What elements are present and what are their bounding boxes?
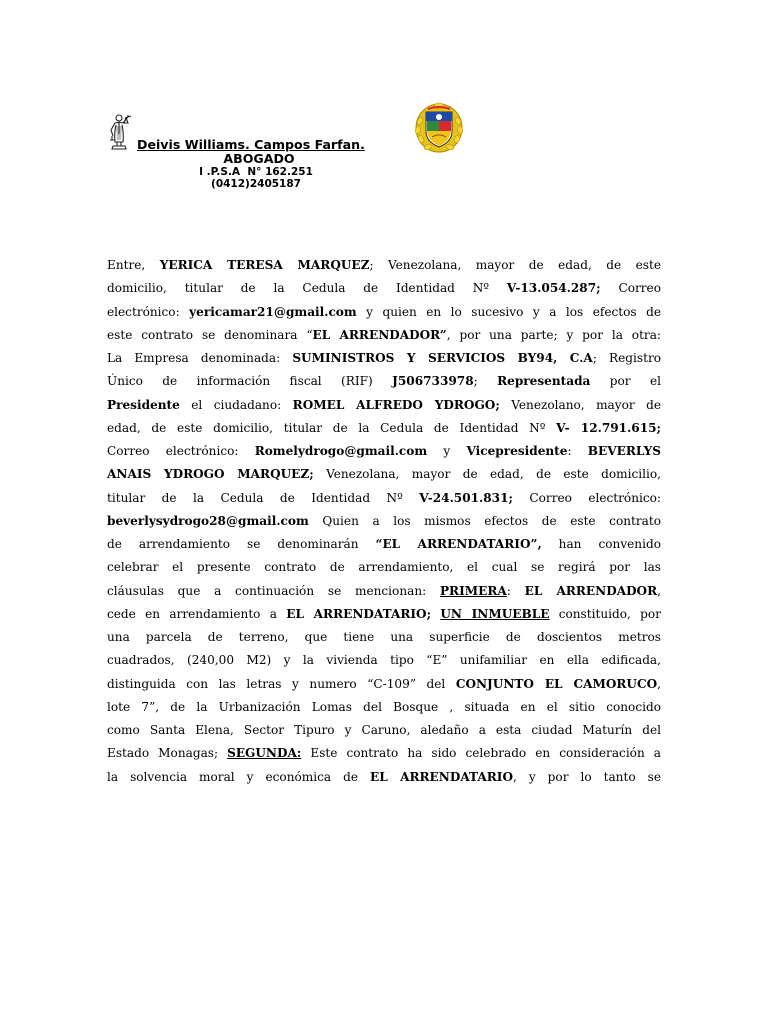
body-text-run: domicilio, titular de la Cedula de Identidad Nº [107, 281, 507, 296]
body-text-run: y quien en lo sucesivo y a los efectos de [356, 304, 661, 319]
body-text-run: Correo [600, 281, 661, 296]
body-text-run: Correo electrónico: [107, 444, 255, 458]
body-line [107, 719, 661, 742]
body-text-run: EL ARRENDADOR” [312, 327, 447, 342]
body-text-run: EL ARRENDADOR [524, 583, 658, 598]
body-text-run: lote 7”, de la Urbanización Lomas del Bosque , situada en el sitio conocido [107, 699, 661, 714]
body-line [107, 440, 661, 463]
body-text-run: beverlysydrogo28@gmail.com [107, 513, 309, 528]
body-text-run: la solvencia moral y económica de [107, 769, 370, 784]
body-text-run: ANAIS YDROGO MARQUEZ; [107, 467, 314, 482]
coat-of-arms-logo [414, 101, 464, 153]
body-line [107, 673, 661, 696]
body-line [107, 324, 661, 347]
body-text-run: “EL ARRENDATARIO”, [375, 537, 542, 551]
body-text-run: Representada [497, 374, 591, 389]
body-line [107, 487, 661, 510]
body-line [107, 533, 661, 556]
body-text-run [431, 607, 440, 621]
body-text-run: Correo electrónico: [512, 490, 661, 505]
body-text-run: distinguida con las letras y numero “C-109” del [107, 676, 456, 691]
body-text-run: una parcela de terreno, que tiene una superficie de doscientos metros [107, 630, 661, 644]
body-line [107, 766, 661, 789]
body-line [107, 556, 661, 579]
body-text-run: SUMINISTROS Y SERVICIOS BY94, C.A [292, 351, 593, 365]
body-text-run: celebrar el presente contrato de arrendamiento, el cual se regirá por las [107, 560, 661, 575]
body-text-run: ; Registro [592, 351, 662, 365]
body-text-run: edad, de este domicilio, titular de la Cedula de Identidad Nº [107, 420, 557, 435]
body-text-run: constituido, por [549, 606, 661, 621]
body-line [107, 626, 661, 649]
body-text-run: cede en arrendamiento a [107, 606, 287, 621]
body-text-run: ROMEL ALFREDO YDROGO; [292, 397, 500, 412]
body-line [107, 580, 661, 603]
body-text-run: SEGUNDA: [227, 746, 302, 761]
body-text-run: , por una parte; y por la otra: [446, 327, 661, 342]
lawyer-name-text: Deivis Williams. Campos Farfan [137, 137, 361, 152]
body-line [107, 347, 661, 370]
body-text-run: V- 12.791.615; [556, 420, 661, 435]
body-text-run: Vicepresidente [466, 444, 568, 458]
body-line [107, 277, 661, 300]
body-text-run: este contrato se denominara “ [107, 327, 313, 342]
body-text-run: : [506, 583, 525, 598]
body-text-run: YERICA TERESA MARQUEZ [159, 258, 370, 272]
professional-title: ABOGADO [223, 151, 295, 166]
body-text-run: EL ARRENDATARIO; [286, 606, 432, 621]
contract-body [107, 254, 661, 789]
body-text-run: PRIMERA [439, 583, 507, 598]
lawyer-name-suffix: . [360, 137, 365, 152]
body-text-run: y [427, 444, 467, 458]
body-text-run: CONJUNTO EL CAMORUCO [455, 676, 658, 691]
body-line [107, 603, 661, 626]
body-text-run: Entre, [107, 258, 160, 272]
body-line [107, 696, 661, 719]
body-text-run: ; [473, 374, 498, 389]
body-text-run: titular de la Cedula de Identidad Nº [107, 490, 420, 505]
body-text-run: por el [590, 374, 661, 389]
body-text-run: de arrendamiento se denominarán [107, 537, 376, 551]
ipsa-number: I .P.S.A N° 162.251 [199, 166, 313, 178]
body-line [107, 463, 661, 486]
body-text-run: : [567, 444, 588, 458]
body-text-run: Venezolana, mayor de edad, de este domicilio, [313, 467, 661, 482]
body-text-run: como Santa Elena, Sector Tipuro y Caruno, aledaño a esta ciudad Maturín del [107, 723, 661, 737]
body-text-run: UN INMUEBLE [440, 606, 550, 621]
body-text-run: electrónico: [107, 304, 190, 319]
body-text-run: , y por lo tanto se [513, 769, 661, 784]
body-text-run: ; Venezolana, mayor de edad, de este [369, 258, 662, 272]
body-line [107, 742, 661, 765]
body-text-run: EL ARRENDATARIO [369, 769, 513, 784]
body-text-run: Este contrato ha sido celebrado en consideración a [301, 746, 662, 761]
body-text-run: Estado Monagas; [107, 746, 228, 761]
body-line [107, 394, 661, 417]
body-text-run: La Empresa denominada: [107, 351, 293, 365]
body-text-run: Quien a los mismos efectos de este contrato [308, 513, 661, 528]
body-text-run: Único de información fiscal (RIF) [107, 374, 393, 389]
body-line [107, 301, 661, 324]
lawyer-name [137, 137, 365, 152]
body-text-run: cuadrados, (240,00 M2) y la vivienda tipo “E” unifamiliar en ella edificada, [107, 653, 661, 668]
body-text-run: , [657, 583, 662, 598]
body-line [107, 370, 661, 393]
body-text-run: cláusulas que a continuación se mencionan: [107, 583, 440, 598]
body-text-run: han convenido [541, 537, 661, 551]
body-line [107, 510, 661, 533]
body-text-run: Venezolano, mayor de [499, 397, 661, 412]
body-text-run: , [657, 676, 661, 691]
body-text-run: BEVERLYS [587, 444, 661, 458]
body-text-run: el ciudadano: [179, 397, 293, 412]
phone-number: (0412)2405187 [211, 178, 301, 190]
body-text-run: V-13.054.287; [506, 281, 601, 296]
body-text-run: V-24.501.831; [419, 490, 513, 505]
body-text-run: Presidente [107, 397, 180, 412]
body-text-run: yericamar21@gmail.com [189, 304, 357, 319]
justice-statue-icon [106, 112, 136, 150]
body-line [107, 417, 661, 440]
body-text-run: J506733978 [392, 374, 474, 389]
body-text-run: Romelydrogo@gmail.com [254, 444, 428, 458]
body-line [107, 254, 661, 277]
body-line [107, 649, 661, 672]
